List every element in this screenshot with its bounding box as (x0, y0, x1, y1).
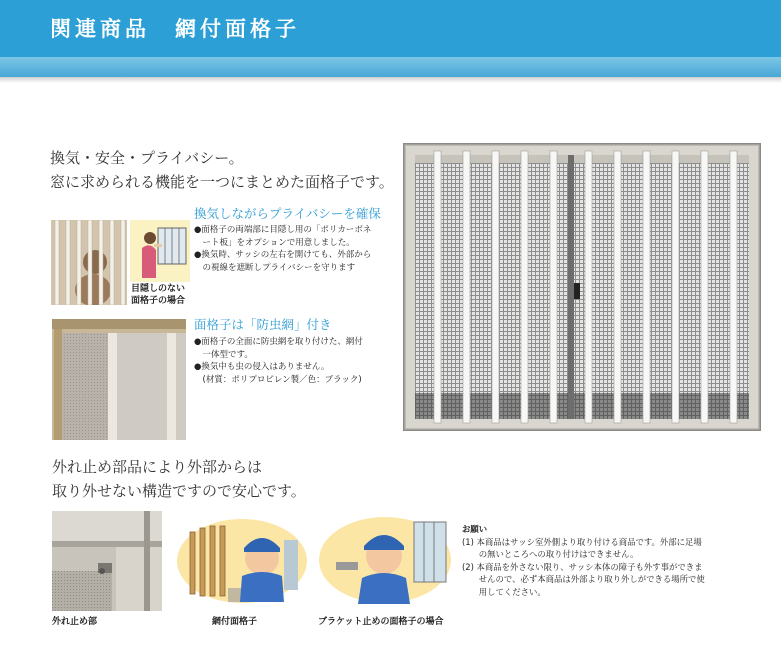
header-divider (0, 77, 781, 83)
page-title: 関連商品 網付面格子 (50, 17, 300, 41)
intro-line-1: 換気・安全・プライバシー。 (50, 149, 244, 167)
photo-caption (131, 283, 185, 307)
note-line: (1) 本商品はサッシ室外側より取り付ける商品です。外部に足場 (462, 536, 702, 547)
stopper-caption: 外れ止め部 (52, 617, 98, 627)
bullet-line: ●面格子の両端部に目隠し用の「ポリカーボネ (194, 225, 372, 235)
note-line: (2) 本商品を外さない限り、サッシ本体の障子も外す事ができま (462, 561, 703, 572)
header-bar (0, 0, 781, 57)
bullet-line: 一体型です。 (194, 349, 253, 360)
bullet-line: の視線を遮断しプライバシーを守ります (194, 262, 356, 273)
photo-caption-line-1: 目隠しのない (131, 284, 186, 294)
photo-caption-line-2: 面格子の場合 (131, 296, 186, 306)
bullet-line: ●換気中も虫の侵入はありません。 (194, 362, 330, 372)
feature-privacy-bullets (194, 224, 371, 274)
feature-screen-bullets (194, 336, 363, 386)
notes-heading: お願い (462, 524, 488, 534)
security-line-2: 取り外せない構造ですので安心です。 (52, 482, 306, 500)
photo-insect-screen-grille (52, 319, 186, 440)
worried-worker-illustration (176, 518, 308, 604)
feature-screen-title: 面格子は「防虫網」付き (194, 317, 332, 332)
intro-line-2: 窓に求められる機能を一つにまとめた面格子です。 (50, 173, 394, 191)
note-line: 用してください。 (462, 586, 546, 597)
bullet-line: ●換気時、サッシの左右を開けても、外部から (194, 250, 372, 260)
bracket-caption: ブラケット止めの面格子の場合 (318, 617, 444, 627)
bullet-line: ●面格子の全面に防虫網を取り付けた、網付 (194, 337, 363, 347)
photo-stopper-part (52, 511, 162, 611)
header-band (0, 57, 781, 77)
intro-text (50, 146, 394, 194)
notes-block (462, 523, 705, 598)
mesh-grille-caption: 網付面格子 (212, 617, 258, 627)
security-text (52, 455, 306, 503)
feature-privacy-title: 換気しながらプライバシーを確保 (194, 206, 381, 221)
smiling-worker-illustration (318, 516, 452, 604)
bullet-line: ート板」をオプションで用意しました。 (194, 237, 355, 248)
person-at-window-illustration (130, 220, 190, 282)
note-line: せんので、必ず本商品は外部より取り外しができる場所で使 (462, 574, 705, 584)
photo-grille-without-privacy-panel (51, 220, 127, 305)
product-image-mesh-grille (403, 143, 761, 431)
note-line: の無いところへの取り付けはできません。 (462, 549, 639, 559)
bullet-line: (材質：ポリプロピレン製／色：ブラック) (194, 374, 362, 385)
security-line-1: 外れ止め部品により外部からは (52, 458, 263, 476)
